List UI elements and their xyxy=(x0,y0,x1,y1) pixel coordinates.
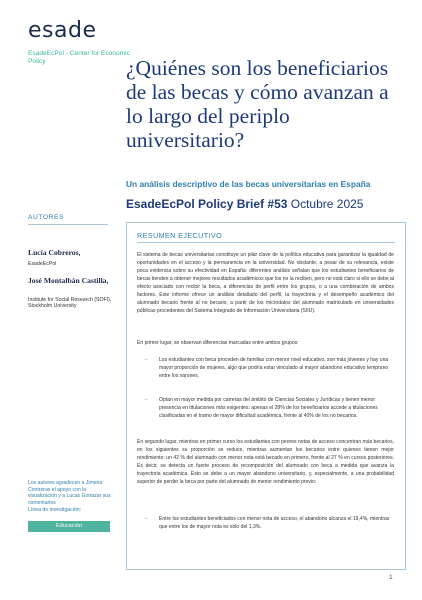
esade-logo: esade xyxy=(28,18,97,43)
executive-summary-heading: RESUMEN EJECUTIVO xyxy=(137,231,223,240)
acknowledgement-text: Los autores agradecen a Jimena Contreras el apoyo con la visualización y a Lucas Gortazar sus comentarios xyxy=(28,480,111,506)
document-subtitle: Un análisis descriptivo de las becas universitarias en España xyxy=(126,179,371,189)
bullet-item: Los estudiantes con beca proceden de familias con menor nivel educativo, son más jóvenes y hay una mayor proporción de mujeres, algo que podría estar vinculado al mayor abandono educativo temprano entre los varones. xyxy=(159,357,389,380)
arrow-right-icon: → xyxy=(143,356,149,362)
research-line-tag[interactable]: Educación xyxy=(28,521,110,532)
summary-paragraph: En primer lugar, se observan diferencias marcadas entre ambos grupos: xyxy=(137,340,299,346)
author-name: Lucía Cobreros, xyxy=(28,248,81,257)
authors-divider xyxy=(28,224,108,225)
page-number: 1 xyxy=(389,574,393,581)
summary-paragraph: En segundo lugar, mientras en primer curso los estudiantes con peores notas de acceso concentran más becarios, en los siguientes su proporción se reduce, mientras aumentan los becarios entre quienes tienen mejor rendimiento: un 42 % del alumnado con menor nota está becado en primero, frente al 27 % en cursos posteriores. Es decir, se detecta un fuerte proceso de recomposición del alumnado con beca a medida que avanza la trayectoria académica. Esto se debe a un mayor abandono universitario, y, especialmente, a una probabilidad superior de perder la beca por parte del alumnado de menor rendimiento previo: xyxy=(137,439,394,486)
author-affiliation: Institute for Social Research (SOFI), Stockholm University xyxy=(28,297,112,310)
brief-series: EsadeEcPol Policy Brief #53 xyxy=(126,197,288,211)
author-name: José Montalbán Castilla, xyxy=(28,276,109,285)
research-line-label: Línea de investigación: xyxy=(28,507,82,513)
bullet-item: Optan en mayor medida por carreras del ámbito de Ciencias Sociales y Jurídicas y tienen menor presencia en titulaciones más exigentes: apenas el 28% de los beneficiarios accede a titulaciones clasificadas en el tramo de mayor dificultad académica, frente al 40% de los no becarios. xyxy=(159,397,378,420)
author-affiliation: EsadeEcPol xyxy=(28,261,57,267)
arrow-right-icon: → xyxy=(143,396,149,402)
brief-line xyxy=(126,197,416,211)
authors-heading: AUTORES xyxy=(28,214,64,221)
arrow-right-icon: → xyxy=(143,515,149,521)
summary-paragraph: El sistema de becas universitarias constituye un pilar clave de la política educativa para garantizar la igualdad de oportunidades en el acceso y la permanencia en la universidad. No obstante, a pesar de su relevancia, existe poca evidencia sobre su efectividad en España: diferentes análisis señalan que los estudiantes beneficiarios de becas tienden a obtener mejores resultados académicos que los no la reciben, pero no está claro si ello se debe al efecto asociado con recibir la beca, a diferencias de perfil entre los grupos, o a una combinación de ambos factores. Este informe ofrece un análisis detallado del perfil, la trayectoria y el desempeño académico del alumnado becario frente al no becario, a partir de los microdatos del alumnado matriculado en universidades públicas procedentes del Sistema Integrado de Información Universitaria (SIIU). xyxy=(137,252,394,315)
bullet-item: Entre los estudiantes beneficiados con menor nota de acceso, el abandono alcanza el 19,4%, mientras que entre los de mayor nota es sólo del 1,3%. xyxy=(159,516,390,531)
summary-divider xyxy=(137,242,395,243)
center-name: EsadeEcPol - Center for Economic Policy xyxy=(28,50,130,65)
document-title: ¿Quiénes son los beneficiarios de las becas y cómo avanzan a lo largo del periplo universitario? xyxy=(126,56,389,152)
brief-date: Octubre 2025 xyxy=(290,197,364,211)
